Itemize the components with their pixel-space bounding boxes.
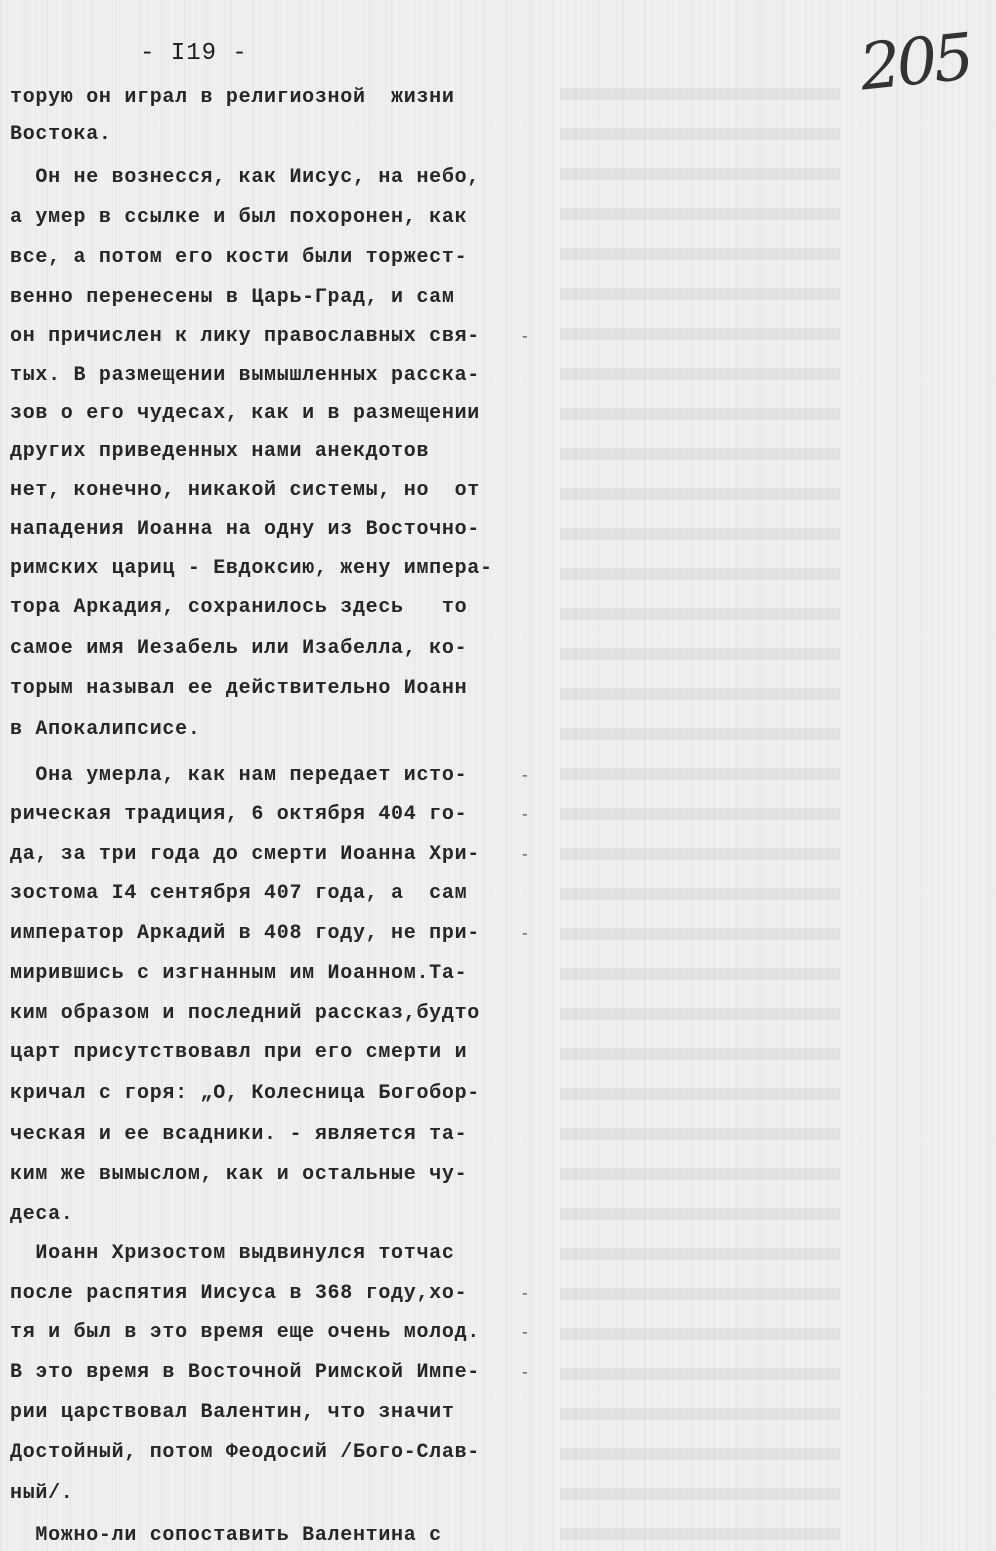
text-line: В это время в Восточной Римской Импе- [10,1361,480,1384]
text-line: Он не вознесся, как Иисус, на небо, [10,166,480,189]
text-line: Иоанн Хризостом выдвинулся тотчас [10,1242,455,1265]
margin-mark: - [520,846,530,864]
margin-mark: - [520,1364,530,1382]
margin-mark: - [520,925,530,943]
text-line: зостома I4 сентября 407 года, а сам [10,882,468,905]
text-line: после распятия Иисуса в 368 году,хо- [10,1282,468,1305]
text-line: тя и был в это время еще очень молод. [10,1321,480,1344]
bleed-through-text [560,60,840,1540]
text-line: да, за три года до смерти Иоанна Хри- [10,843,480,866]
text-line: зов о его чудесах, как и в размещении [10,402,480,425]
text-line: ким образом и последний рассказ,будто [10,1002,480,1025]
text-line: кричал с горя: „О, Колесница Богобор- [10,1082,480,1105]
text-line: рическая традиция, 6 октября 404 го- [10,803,468,826]
margin-mark: - [520,1324,530,1342]
text-line: все, а потом его кости были торжест- [10,246,468,269]
text-line: император Аркадий в 408 году, не при- [10,922,480,945]
text-line: деса. [10,1203,74,1226]
text-line: тора Аркадия, сохранилось здесь то [10,596,468,619]
text-line: нет, конечно, никакой системы, но от [10,479,480,502]
text-line: нападения Иоанна на одну из Восточно- [10,518,480,541]
text-line: венно перенесены в Царь-Град, и сам [10,286,455,309]
text-line: торую он играл в религиозной жизни [10,86,455,109]
text-line: римских цариц - Евдоксию, жену импера- [10,557,493,580]
text-line: Она умерла, как нам передает исто- [10,764,468,787]
margin-mark: - [520,328,530,346]
text-line: царт присутствовавл при его смерти и [10,1041,468,1064]
text-line: мирившись с изгнанным им Иоанном.Та- [10,962,468,985]
text-line: а умер в ссылке и был похоронен, как [10,206,468,229]
handwritten-folio-number: 205 [856,20,974,106]
text-line: рии царствовал Валентин, что значит [10,1401,455,1424]
margin-mark: - [520,767,530,785]
text-line: ческая и ее всадники. - является та- [10,1123,468,1146]
text-line: тых. В размещении вымышленных расска- [10,364,480,387]
text-line: Востока. [10,123,112,146]
text-line: Можно-ли сопоставить Валентина с [10,1524,442,1547]
text-line: в Апокалипсисе. [10,718,201,741]
text-line: Достойный, потом Феодосий /Бого-Слав- [10,1441,480,1464]
text-line: ный/. [10,1482,74,1505]
margin-mark: - [520,806,530,824]
text-line: самое имя Иезабель или Изабелла, ко- [10,637,468,660]
text-line: ким же вымыслом, как и остальные чу- [10,1163,468,1186]
text-line: он причислен к лику православных свя- [10,325,480,348]
text-line: других приведенных нами анекдотов [10,440,430,463]
page-number: - I19 - [140,40,248,67]
text-line: торым называл ее действительно Иоанн [10,677,468,700]
margin-mark: - [520,1285,530,1303]
